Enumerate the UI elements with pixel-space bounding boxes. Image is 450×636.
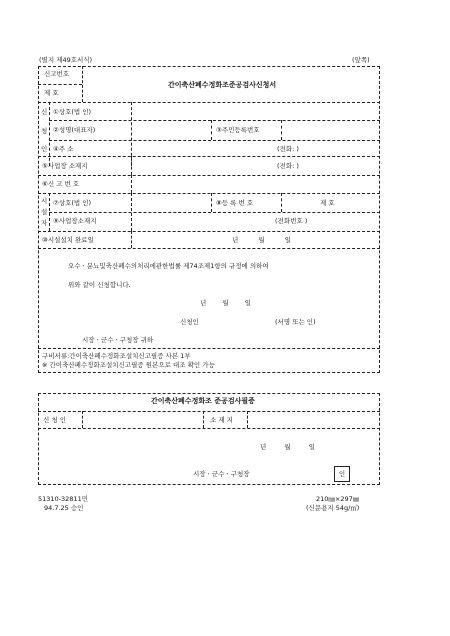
report-number-sub: 제 호 bbox=[44, 89, 59, 97]
signature-label: (서명 또는 인) bbox=[275, 318, 316, 326]
site-location-label: ⑤사업장 소재지 bbox=[42, 162, 88, 170]
application-date: 년 월 일 bbox=[200, 299, 251, 307]
site-phone: (전화: ) bbox=[277, 162, 299, 170]
recipient: 시장ㆍ군수ㆍ구청장 귀하 bbox=[82, 336, 154, 344]
section-char-2: 청 bbox=[41, 127, 48, 135]
facility-char-3: 자 bbox=[41, 219, 48, 227]
facility-phone: (전화번호 ) bbox=[275, 217, 308, 225]
certificate-title: 간이축산폐수정화조 준공검사필증 bbox=[151, 397, 255, 405]
required-docs-note: ※ 간이축산폐수정화조설치신고필증 원본으로 대조 확인 가능 bbox=[42, 361, 215, 369]
paper-type: (신문용지 54g/㎡) bbox=[306, 504, 360, 512]
form-title: 간이축산폐수정화조준공검사신청서 bbox=[168, 81, 277, 89]
certificate-location-label: 소 재 지 bbox=[210, 416, 233, 424]
facility-char-1: 시 bbox=[41, 197, 48, 205]
form-number: (별지 제49호서식) bbox=[39, 56, 93, 64]
form-code: 51310-32811민 bbox=[38, 495, 88, 503]
facility-name-label: ⑦상호(법 인) bbox=[53, 199, 92, 207]
statement-line-2: 위와 같이 신청합니다. bbox=[68, 281, 131, 289]
representative-label: ②성명(대표자) bbox=[53, 126, 96, 134]
completion-date-label: ⑩시설설치 완료일 bbox=[42, 236, 94, 244]
completion-date: 년 월 일 bbox=[232, 236, 291, 244]
address-label: ④주 소 bbox=[53, 145, 74, 153]
seal-box: 인 bbox=[334, 466, 350, 482]
approval-date: 94.7.25 승인 bbox=[44, 504, 84, 512]
certificate-date: 년 월 일 bbox=[260, 443, 315, 451]
facility-char-2: 설 bbox=[41, 208, 48, 216]
facility-registration-value: 제 호 bbox=[320, 199, 335, 207]
paper-size: 210㎜×297㎜ bbox=[316, 495, 360, 503]
resident-number-label: ③주민등록번호 bbox=[216, 126, 260, 134]
report-number-row-label: ⑥신 고 번 호 bbox=[42, 180, 80, 188]
statement-line-1: 오수ㆍ분뇨및축산폐수의처리에관한법률 제74조제1항의 규정에 의하여 bbox=[68, 262, 269, 270]
applicant-label: 신청인 bbox=[180, 318, 199, 326]
facility-site-label: ⑨사업장소재지 bbox=[53, 217, 97, 225]
report-number-label: 신고번호 bbox=[44, 70, 70, 78]
name-label: ①상호(법 인) bbox=[53, 108, 92, 116]
required-docs: 구비서류:간이축산폐수정화조설치신고필증 사본 1부 bbox=[42, 352, 191, 360]
section-char-1: 신 bbox=[41, 108, 48, 116]
address-phone: (전화: ) bbox=[277, 145, 299, 153]
page-side: (앞쪽) bbox=[352, 56, 370, 64]
section-char-3: 인 bbox=[41, 145, 48, 153]
certificate-issuer: 시장ㆍ군수ㆍ구청장 bbox=[193, 470, 250, 478]
facility-registration-label: ⑧등 록 번 호 bbox=[216, 199, 254, 207]
certificate-applicant-label: 신 청 인 bbox=[43, 416, 66, 424]
